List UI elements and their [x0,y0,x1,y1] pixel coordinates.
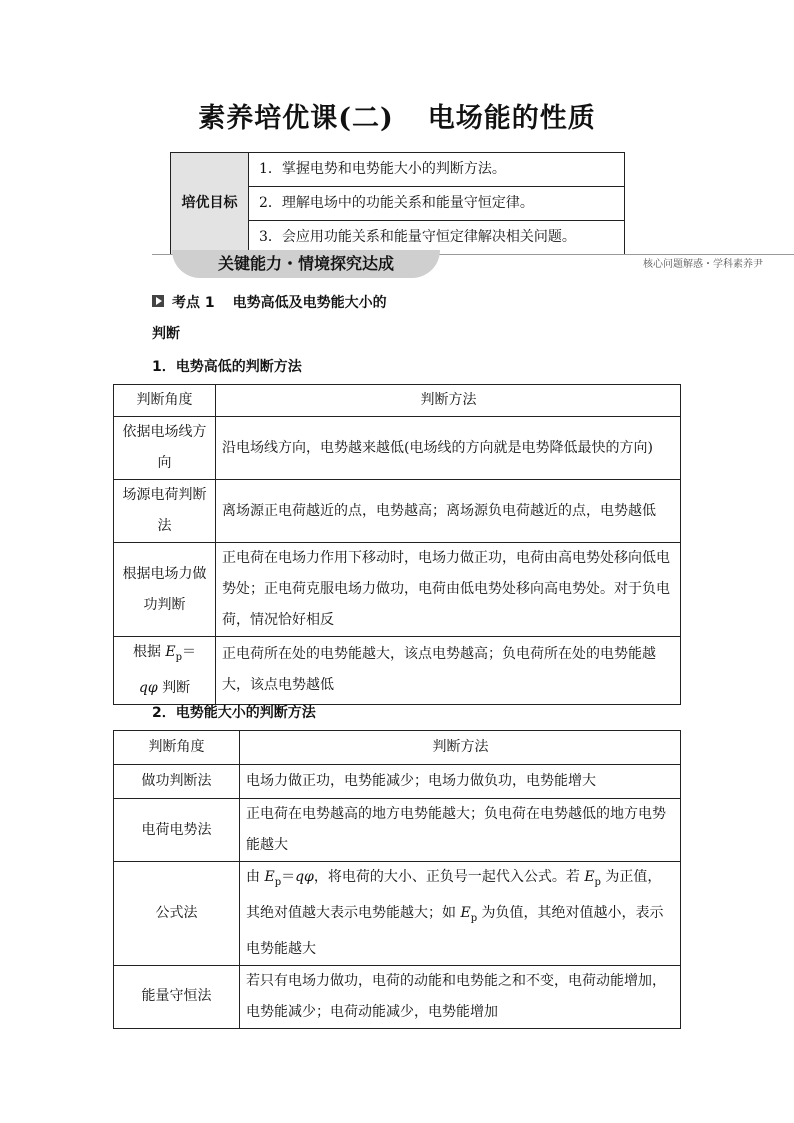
method-cell: 正电荷在电势越高的地方电势能越大；负电荷在电势越低的地方电势能越大 [240,799,681,862]
method-cell: 由 $E_p=q\varphi$，将电荷的大小、正负号一起代入公式。若 $E_p$ 为正值，其绝对值越大表示电势能越大；如 $E_p$ 为负值，其绝对值越小，表示电势能越大 [240,862,681,966]
table-header: 判断方法 [240,731,681,765]
table-header: 判断角度 [114,731,240,765]
method-cell: 电场力做正功，电势能减少；电场力做负功，电势能增大 [240,765,681,799]
kaodian-number: 考点 1 [172,295,215,311]
table-row [114,965,681,1028]
section-banner: 关键能力・情境探究达成 [172,250,440,278]
table-row [114,417,681,480]
table-row [114,637,681,705]
table-row [114,862,681,966]
energy-table [113,730,681,1029]
goal-item: 1．掌握电势和电势能大小的判断方法。 [249,153,625,187]
method-cell: 正电荷所在处的电势能越大，该点电势越高；负电荷所在处的电势能越大，该点电势越低 [216,637,681,705]
kaodian-heading [172,292,387,312]
angle-cell: 电荷电势法 [114,799,240,862]
title-part2: 电场能的性质 [427,103,596,134]
method-cell: 沿电场线方向，电势越来越低(电场线的方向就是电势降低最快的方向) [216,417,681,480]
angle-cell: 根据 $E_p=$ qφ 判断 [114,637,216,705]
section-heading-1: 1．电势高低的判断方法 [152,359,302,375]
kaodian-title-cont: 判断 [152,326,180,342]
banner-right-text: 核心问题解惑・学科素养尹 [643,259,763,270]
title-part1: 素养培优课(二) [198,103,394,134]
goal-item: 3．会应用功能关系和能量守恒定律解决相关问题。 [249,221,625,255]
angle-cell: 做功判断法 [114,765,240,799]
goals-label: 培优目标 [171,153,249,255]
angle-cell: 场源电荷判断法 [114,480,216,543]
kaodian-title: 电势高低及电势能大小的 [232,295,387,311]
potential-table [113,384,681,705]
table-row [114,799,681,862]
table-row [114,543,681,637]
play-icon [152,295,164,307]
table-header: 判断方法 [216,385,681,417]
table-row [114,765,681,799]
method-cell: 正电荷在电场力作用下移动时，电场力做正功，电荷由高电势处移向低电势处；正电荷克服电场力做功，电荷由低电势处移向高电势处。对于负电荷，情况恰好相反 [216,543,681,637]
angle-cell: 依据电场线方向 [114,417,216,480]
angle-cell: 公式法 [114,862,240,966]
page-title [0,96,794,135]
method-cell: 离场源正电荷越近的点，电势越高；离场源负电荷越近的点，电势越低 [216,480,681,543]
goal-item: 2．理解电场中的功能关系和能量守恒定律。 [249,187,625,221]
angle-cell: 根据电场力做功判断 [114,543,216,637]
method-cell: 若只有电场力做功，电荷的动能和电势能之和不变，电荷动能增加，电势能减少；电荷动能减少，电势能增加 [240,965,681,1028]
goals-table [170,152,625,255]
section-heading-2: 2．电势能大小的判断方法 [152,705,316,721]
angle-cell: 能量守恒法 [114,965,240,1028]
table-header: 判断角度 [114,385,216,417]
table-row [114,480,681,543]
